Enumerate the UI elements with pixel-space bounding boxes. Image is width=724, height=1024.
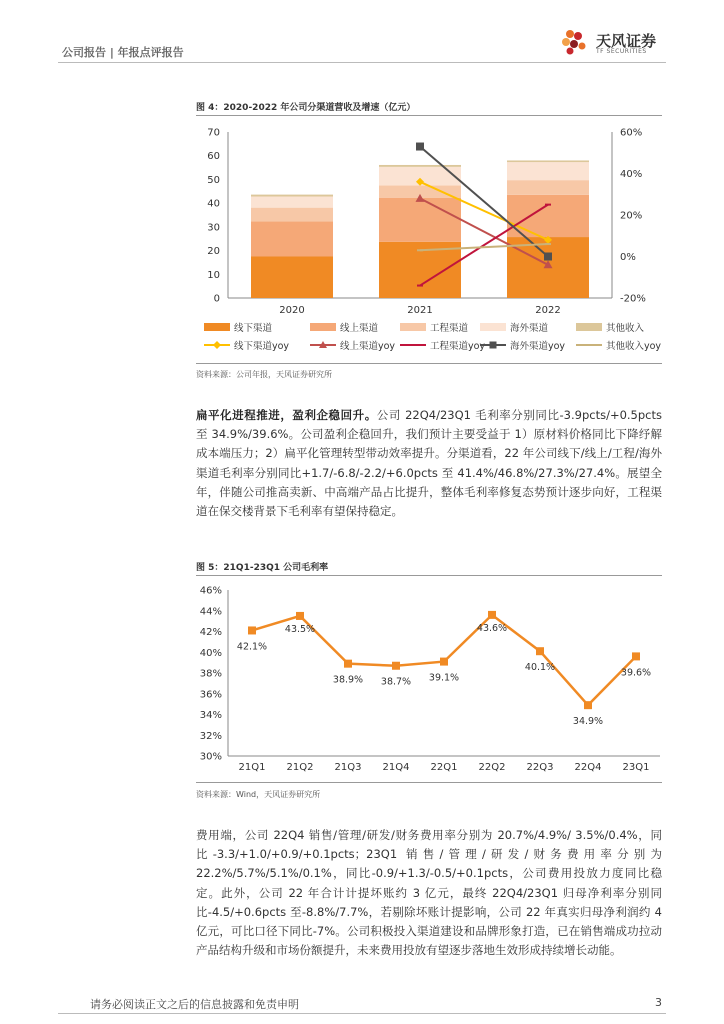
y-tick-label: 10	[207, 269, 220, 281]
point-工程渠道yoy	[545, 204, 551, 206]
margin-point	[488, 611, 496, 619]
y-tick-label: 40	[207, 198, 220, 210]
footer-divider	[58, 1013, 666, 1014]
paragraph-margin-lead: 扁平化进程推进，盈利企稳回升。	[196, 408, 377, 422]
bar-海外渠道	[251, 197, 333, 208]
paragraph-expense: 费用端，公司 22Q4 销售/管理/研发/财务费用率分别为 20.7%/4.9%/ 3.5%/0.4%，同比-3.3/+1.0/+0.9/+0.1pcts；23Q1 销售/管理/研发/财务费用率分别为 22.2%/5.7%/5.1%/0.1%，同比-0.9/+1.3/-0.5/+0.1pcts，公司费用投放力度同比稳定。此外，公司 22 年合计计提坏账约 3 亿元，最终 22Q4/23Q1 归母净利率分别同比-4.5/+0.6pcts 至-8.8%/7.7%，若剔除坏账计提影响，公司 22 年真实归母净利润约 4 亿元，可比口径下同比-7%。公司积极投入渠道建设和品牌形象打造，已在销售端成功拉动产品结构升级和市场份额提升，未来费用投放有望逐步落地生效形成持续增长动能。	[196, 828, 662, 958]
x-tick-label: 22Q2	[478, 762, 506, 773]
y-tick-label: 0	[213, 293, 220, 305]
y-tick-label: 40%	[199, 647, 222, 659]
y-tick-label: 44%	[199, 606, 222, 618]
x-tick-label: 22Q3	[526, 762, 554, 773]
y-tick-label: 36%	[199, 689, 222, 701]
legend-label: 线上渠道yoy	[340, 341, 396, 352]
bar-其他收入	[507, 160, 589, 162]
legend-label: 线上渠道	[340, 323, 379, 334]
y-tick-label: 30%	[199, 751, 222, 763]
margin-point	[536, 647, 544, 655]
y2-tick-label: -20%	[620, 293, 646, 305]
y-tick-label: 30	[207, 222, 220, 234]
margin-point	[344, 660, 352, 668]
legend-label: 海外渠道yoy	[510, 341, 566, 352]
x-tick-label: 22Q4	[574, 762, 602, 773]
x-tick-label: 2022	[535, 305, 561, 316]
y2-tick-label: 60%	[620, 127, 643, 139]
legend-label: 工程渠道	[430, 323, 469, 334]
figure5-bottom-rule	[196, 782, 662, 783]
x-tick-label: 2021	[407, 305, 433, 316]
data-label: 38.9%	[332, 674, 364, 686]
y2-tick-label: 20%	[620, 210, 643, 222]
y-tick-label: 34%	[199, 710, 222, 721]
margin-point	[632, 652, 640, 660]
data-label: 42.1%	[236, 641, 268, 653]
data-label: 38.7%	[380, 676, 412, 688]
legend-swatch-其他收入	[576, 323, 602, 331]
figure4-bottom-rule	[196, 363, 662, 364]
point-其他收入yoy	[417, 249, 423, 251]
y-tick-label: 70	[207, 127, 220, 139]
margin-point	[440, 658, 448, 666]
legend-swatch-线上渠道	[310, 323, 336, 331]
legend-label: 工程渠道yoy	[430, 341, 486, 352]
y-tick-label: 20	[207, 246, 220, 258]
bar-工程渠道	[251, 208, 333, 222]
y-tick-label: 50	[207, 174, 220, 186]
logo-name: 天风证券	[596, 32, 657, 50]
point-工程渠道yoy	[417, 285, 423, 287]
y-tick-label: 32%	[199, 730, 222, 742]
legend-label: 线下渠道	[234, 323, 273, 334]
bar-线上渠道	[251, 221, 333, 256]
x-tick-label: 2020	[279, 305, 305, 316]
legend-label: 线下渠道yoy	[234, 341, 290, 352]
legend-swatch-工程渠道	[400, 323, 426, 331]
margin-point	[296, 612, 304, 620]
figure4-top-rule	[196, 115, 662, 116]
bar-其他收入	[251, 195, 333, 197]
data-label: 43.6%	[476, 622, 508, 634]
y2-tick-label: 0%	[620, 252, 636, 263]
footer-disclaimer: 请务必阅读正文之后的信息披露和免责申明	[90, 998, 299, 1011]
figure5-source: 资料来源：Wind，天风证券研究所	[196, 790, 321, 799]
figure4-source: 资料来源：公司年报，天风证券研究所	[196, 370, 332, 379]
bar-海外渠道	[507, 162, 589, 180]
point-其他收入yoy	[545, 243, 551, 245]
x-tick-label: 21Q3	[334, 762, 362, 773]
x-tick-label: 21Q4	[382, 762, 410, 773]
margin-point	[392, 662, 400, 670]
figure5-top-rule	[196, 575, 662, 576]
y-tick-label: 38%	[199, 668, 222, 680]
data-label: 40.1%	[524, 662, 556, 674]
figure5-title: 图 5：21Q1-23Q1 公司毛利率	[196, 563, 329, 573]
legend-label: 其他收入	[606, 323, 645, 334]
figure4-title: 图 4：2020-2022 年公司分渠道营收及增速（亿元）	[196, 103, 416, 113]
x-tick-label: 23Q1	[622, 762, 650, 773]
logo-flower-icon	[556, 24, 592, 60]
data-label: 34.9%	[572, 716, 604, 728]
bar-其他收入	[379, 165, 461, 167]
data-label: 43.5%	[284, 623, 316, 635]
y-tick-label: 42%	[199, 627, 222, 638]
y-tick-label: 60	[207, 151, 220, 163]
page-number: 3	[655, 996, 662, 1009]
data-label: 39.6%	[620, 667, 652, 679]
x-tick-label: 22Q1	[430, 762, 458, 773]
legend-swatch-海外渠道	[480, 323, 506, 331]
paragraph-margin-body: 公司 22Q4/23Q1 毛利率分别同比-3.9pcts/+0.5pcts 至 34.9%/39.6%。公司盈利企稳回升，我们预计主要受益于 1）原材料价格同比下降纾解成本端压力；2）扁平化管理转型带动效率提升。分渠道看，22 年公司线下/线上/工程/海外渠道毛利率分别同比+1.7/-6.8/-2.2/+6.0pcts 至 41.4%/46.8%/27.3%/27.4%。展望全年，伴随公司推高卖新、中高端产品占比提升，整体毛利率修复态势预计逐步向好，工程渠道在保交楼背景下毛利率有望保持稳定。	[196, 408, 662, 519]
brand-logo	[556, 24, 666, 60]
data-label: 39.1%	[428, 672, 460, 684]
point-海外渠道yoy	[416, 143, 424, 151]
margin-point	[248, 626, 256, 634]
bar-线下渠道	[251, 257, 333, 299]
bar-工程渠道	[507, 180, 589, 195]
legend-label: 海外渠道	[510, 323, 549, 334]
y2-tick-label: 40%	[620, 169, 643, 180]
x-tick-label: 21Q1	[238, 762, 266, 773]
legend-marker-线下渠道yoy	[213, 341, 221, 349]
header-divider	[58, 62, 666, 63]
legend-label: 其他收入yoy	[606, 341, 662, 352]
point-海外渠道yoy	[544, 253, 552, 261]
bar-线上渠道	[379, 198, 461, 242]
legend-swatch-线下渠道	[204, 323, 230, 331]
x-tick-label: 21Q2	[286, 762, 314, 773]
logo-subtitle: TF SECURITIES	[596, 48, 647, 55]
legend-marker-海外渠道yoy	[490, 342, 497, 349]
figure5-chart	[190, 580, 670, 780]
figure4-chart	[190, 118, 680, 368]
margin-point	[584, 701, 592, 709]
y-tick-label: 46%	[199, 585, 222, 597]
paragraph-margin	[196, 406, 662, 521]
report-header: 公司报告 | 年报点评报告	[62, 46, 184, 59]
